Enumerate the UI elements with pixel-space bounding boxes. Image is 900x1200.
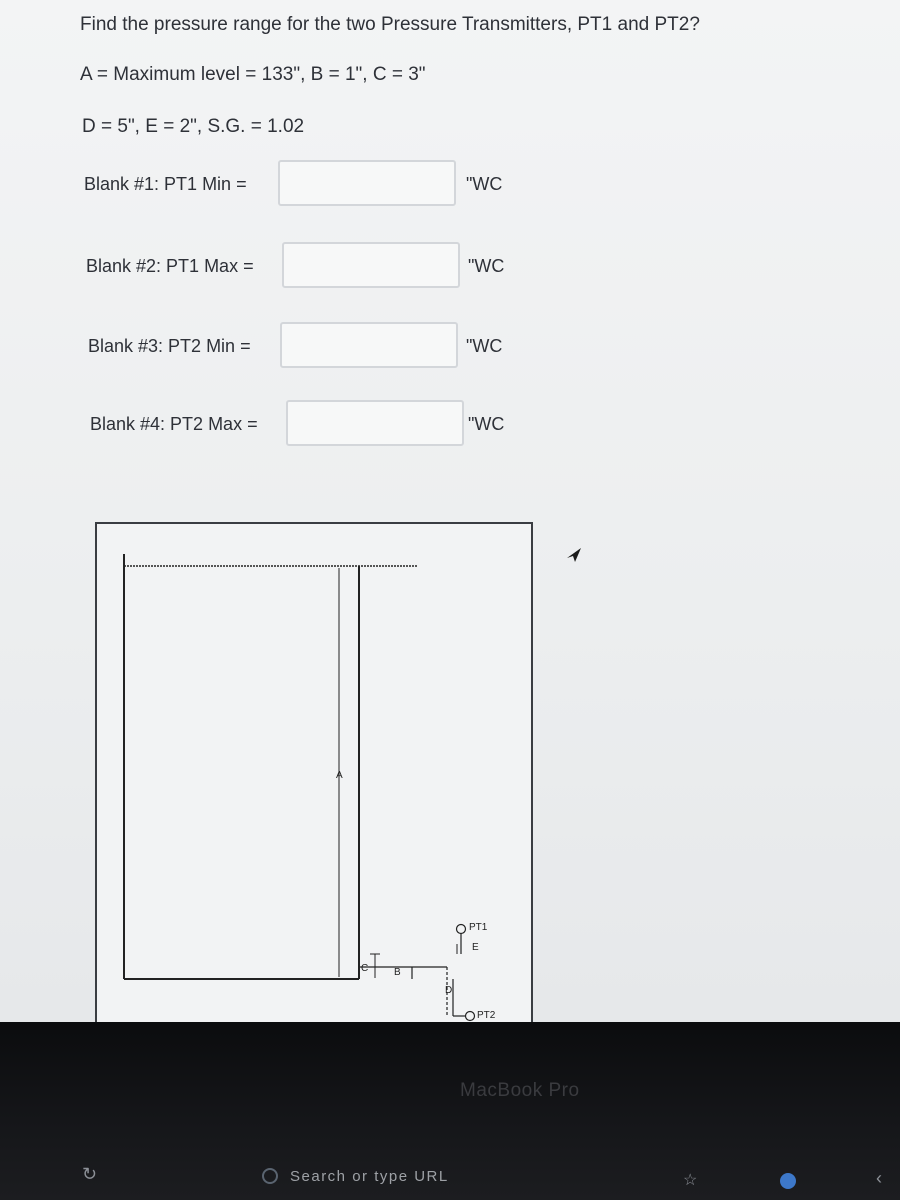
blank-unit-4: "WC: [468, 414, 505, 434]
given-values-line-1: A = Maximum level = 133", B = 1", C = 3": [80, 64, 426, 85]
blank-row-1: [84, 160, 524, 212]
tank-diagram-svg: [97, 524, 531, 1030]
extension-icon[interactable]: [780, 1173, 796, 1189]
blank-unit-1: "WC: [466, 174, 503, 194]
pt2-max-input[interactable]: [286, 400, 464, 446]
chevron-left-icon[interactable]: ‹: [876, 1168, 882, 1188]
blank-row-2: [86, 242, 526, 294]
label-pt2: PT2: [477, 1010, 496, 1021]
reload-icon[interactable]: ↻: [82, 1164, 98, 1184]
blank-label-1: Blank #1: PT1 Min =: [84, 174, 247, 194]
label-d: D: [445, 985, 453, 996]
blank-row-4: [90, 400, 530, 452]
question-text: Find the pressure range for the two Pressure Transmitters, PT1 and PT2?: [80, 14, 700, 35]
blank-unit-2: "WC: [468, 256, 505, 276]
google-icon: [262, 1168, 278, 1184]
tank-diagram: [95, 522, 533, 1032]
blank-label-2: Blank #2: PT1 Max =: [86, 256, 254, 276]
label-pt1: PT1: [469, 922, 488, 933]
given-values-line-2: D = 5", E = 2", S.G. = 1.02: [82, 116, 305, 137]
blank-label-3: Blank #3: PT2 Min =: [88, 336, 251, 356]
cursor-icon: [565, 546, 583, 564]
laptop-bezel: [0, 1022, 900, 1200]
url-bar[interactable]: Search or type URL: [290, 1168, 449, 1185]
blank-label-4: Blank #4: PT2 Max =: [90, 414, 258, 434]
label-b: B: [394, 967, 401, 978]
star-icon[interactable]: ☆: [683, 1172, 698, 1189]
label-c: C: [361, 963, 369, 974]
pt1-max-input[interactable]: [282, 242, 460, 288]
blank-row-3: [88, 322, 528, 374]
label-a: A: [336, 770, 343, 781]
laptop-brand: MacBook Pro: [460, 1080, 580, 1101]
label-e: E: [472, 942, 479, 953]
pt2-min-input[interactable]: [280, 322, 458, 368]
pt1-min-input[interactable]: [278, 160, 456, 206]
blank-unit-3: "WC: [466, 336, 503, 356]
